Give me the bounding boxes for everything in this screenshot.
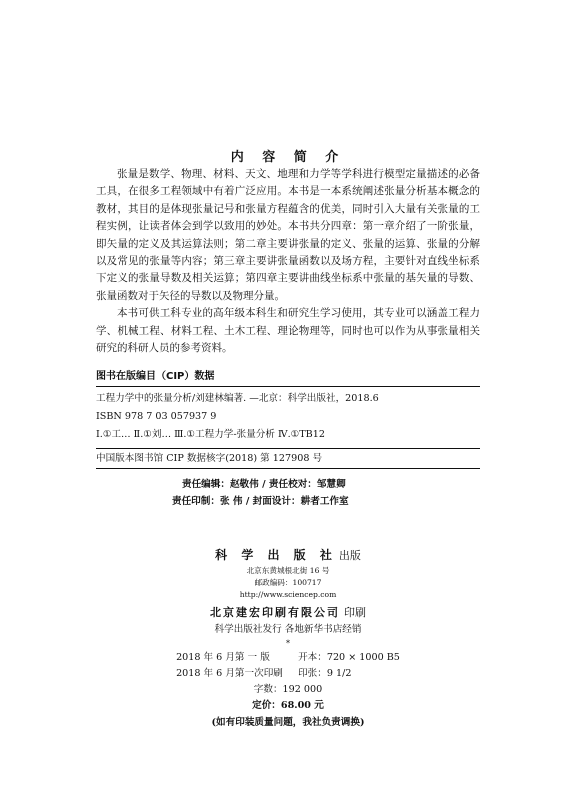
publisher-postcode: 邮政编码：100717 (254, 578, 322, 587)
quality-notice: (如有印装质量问题，我社负责调换) (211, 717, 365, 728)
cip-line: Ⅰ.①工… Ⅱ.①刘… Ⅲ.①工程力学-张量分析 Ⅳ.①TB12 (96, 429, 325, 440)
price-block (0, 682, 576, 731)
star-divider: * (286, 639, 290, 648)
publisher-suffix: 出版 (338, 549, 361, 562)
price: 定价：68.00 元 (252, 700, 324, 711)
printing-date: 2018 年 6 月第一次印刷 (176, 668, 283, 679)
cip-section (96, 368, 480, 469)
summary-title: 内 容 简 介 (230, 150, 346, 165)
cip-footer-divider (96, 448, 480, 468)
distribution-line: 科学出版社发行 各地新华书店经销 (214, 624, 362, 635)
publisher-website: http://www.sciencep.com (239, 590, 337, 599)
edition-sheets: 印张：9 1/2 (298, 668, 352, 679)
edition-block (176, 650, 400, 682)
imprint-section (0, 545, 576, 731)
edition-format: 开本：720 × 1000 B5 (298, 652, 400, 663)
cip-line: 工程力学中的张量分析/刘建林编著. —北京：科学出版社，2018.6 (96, 393, 379, 404)
staff-credits (0, 476, 576, 510)
printer-suffix: 印刷 (344, 606, 366, 619)
edition-row (176, 666, 400, 682)
publisher-line (0, 545, 576, 565)
staff-line-editors: 责任编辑：赵敬伟 / 责任校对：邹慧卿 (182, 479, 346, 490)
printer-line (0, 603, 576, 622)
cip-box (96, 386, 480, 469)
edition-date: 2018 年 6 月第 一 版 (176, 652, 270, 663)
summary-section (96, 166, 480, 357)
publisher-name: 科 学 出 版 社 (215, 548, 337, 562)
cip-heading: 图书在版编目（CIP）数据 (96, 371, 215, 382)
summary-paragraph: 本书可供工科专业的高年级本科生和研究生学习使用，其专业可以涵盖工程力学、机械工程、材料工程、土木工程、理论物理等，同时也可以作为从事张量相关研究的科研人员的参考资料。 (96, 307, 480, 355)
cip-line: ISBN 978 7 03 057937 9 (96, 411, 217, 422)
word-count: 字数：192 000 (253, 684, 323, 695)
cip-footer: 中国版本图书馆 CIP 数据核字(2018) 第 127908 号 (96, 453, 323, 464)
printer-name: 北京建宏印刷有限公司 (210, 606, 340, 619)
publisher-address: 北京东黄城根北街 16 号 (246, 566, 330, 575)
summary-paragraph: 张量是数学、物理、材料、天文、地理和力学等学科进行模型定量描述的必备工具，在很多工程领域中有着广泛应用。本书是一本系统阐述张量分析基本概念的教材，其目的是体现张量记号和张量方程蕴含的优美，同时引入大量有关张量的工程实例，让读者体会到学以致用的妙处。本书共分四章：第一章介绍了一阶张量，即矢量的定义及其运算法则；第二章主要讲张量的定义、张量的运算、张量的分解以及常见的张量等内容；第三章主要讲张量函数以及场方程，主要针对直线坐标系下定义的张量导数及相关运算；第四章主要讲曲线坐标系中张量的基矢量的导数、张量函数对于矢径的导数以及物理分量。 (96, 168, 480, 302)
staff-line-production: 责任印制：张 伟 / 封面设计：耕者工作室 (172, 496, 349, 507)
edition-row (176, 650, 400, 666)
